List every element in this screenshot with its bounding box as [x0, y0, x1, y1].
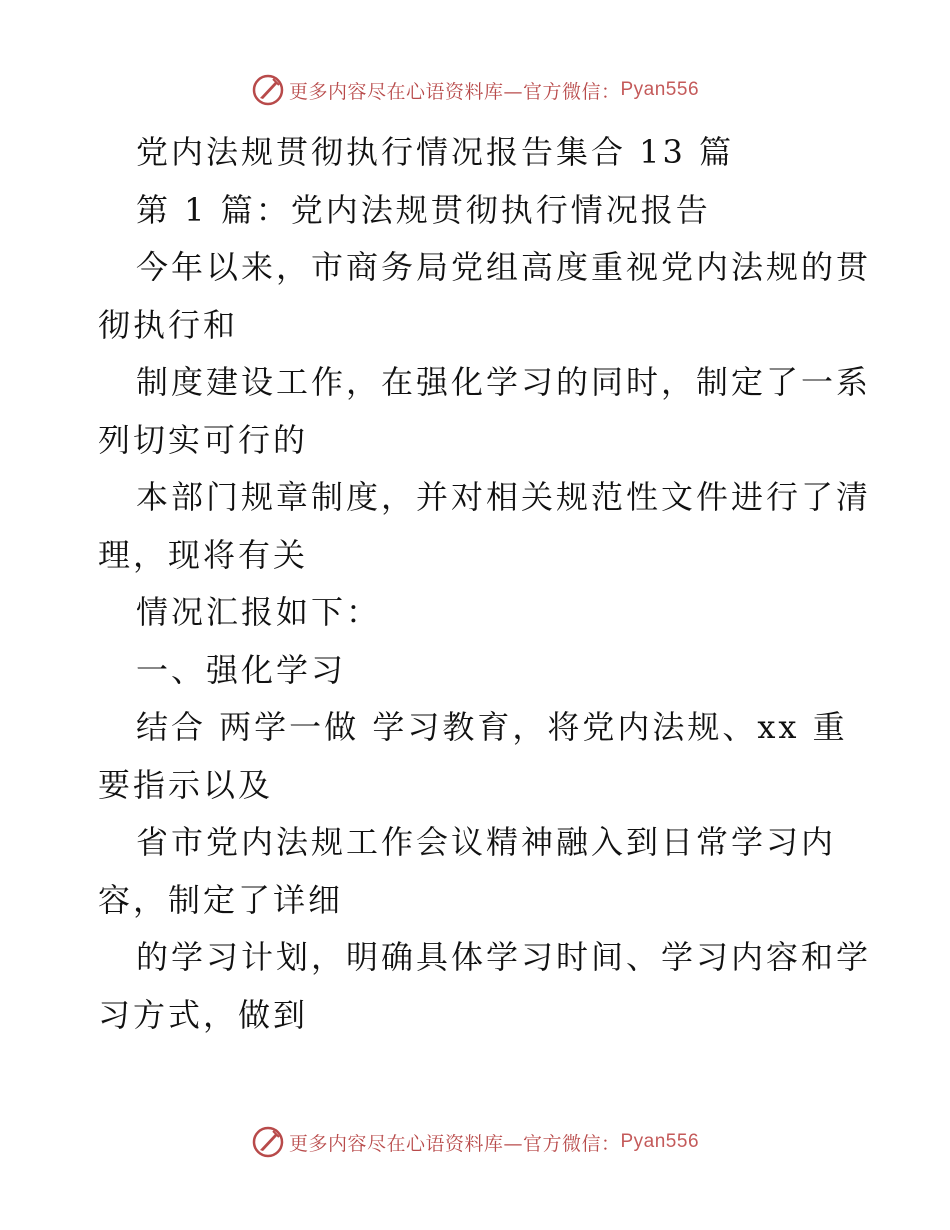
paragraph-line: 的学习计划，明确具体学习时间、学习内容和学 [136, 938, 872, 976]
paragraph-line: 理，现将有关 [98, 535, 309, 574]
paragraph-line: 结合 两学一做 学习教育，将党内法规、xx 重 [136, 708, 848, 746]
subsection-heading: 一、强化学习 [136, 650, 347, 689]
paragraph-line: 习方式，做到 [98, 995, 309, 1034]
watermark-wechat-id: Pyan556 [620, 1131, 700, 1152]
watermark-wechat-id: Pyan556 [620, 79, 700, 100]
document-body [98, 124, 872, 1044]
paragraph-line: 容，制定了详细 [98, 880, 344, 919]
paragraph-line: 今年以来，市商务局党组高度重视党内法规的贯 [136, 248, 872, 286]
watermark-banner-top [0, 72, 950, 108]
paragraph-line: 彻执行和 [98, 305, 239, 344]
document-title: 党内法规贯彻执行情况报告集合 13 篇 [136, 133, 735, 171]
quill-logo-icon [251, 73, 285, 107]
paragraph-line: 列切实可行的 [98, 420, 309, 459]
quill-logo-icon [251, 1125, 285, 1159]
paragraph-line: 本部门规章制度，并对相关规范性文件进行了清 [136, 478, 872, 516]
watermark-banner-bottom [0, 1124, 950, 1160]
section-heading: 第 1 篇：党内法规贯彻执行情况报告 [136, 190, 711, 229]
paragraph-line: 情况汇报如下： [136, 593, 382, 631]
paragraph-line: 要指示以及 [98, 765, 274, 804]
watermark-text: 更多内容尽在心语资料库—官方微信： [288, 80, 621, 103]
paragraph-line: 制度建设工作，在强化学习的同时，制定了一系 [136, 363, 872, 401]
paragraph-line: 省市党内法规工作会议精神融入到日常学习内 [136, 823, 837, 861]
watermark-text: 更多内容尽在心语资料库—官方微信： [288, 1132, 621, 1155]
